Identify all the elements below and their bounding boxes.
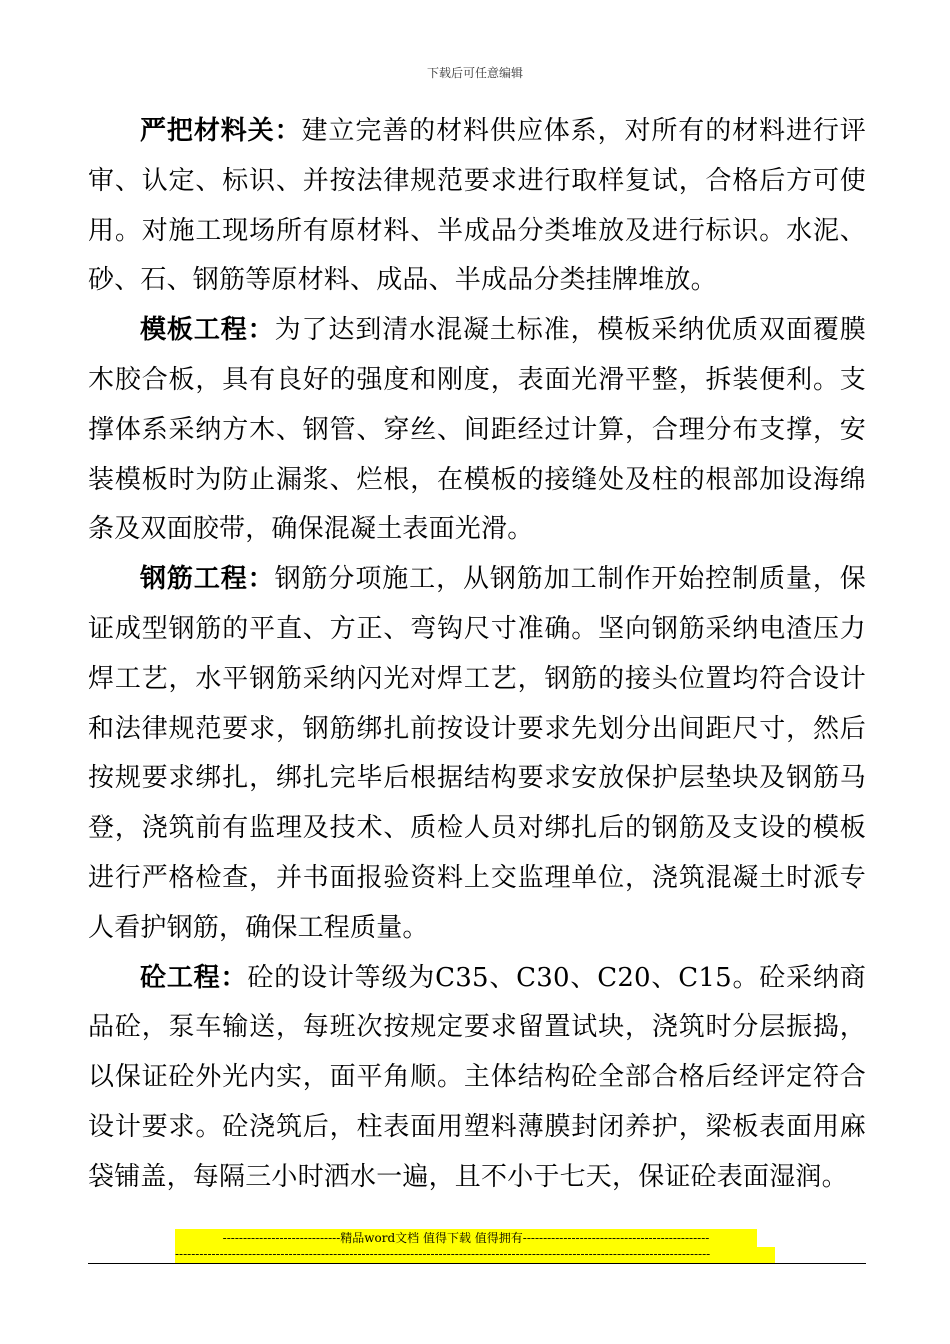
paragraph-formwork	[88, 306, 866, 555]
paragraph-rebar	[88, 555, 866, 953]
footer-dash-line: ------------------------------------------------------------------------------------------------------------------------------------	[175, 1247, 775, 1263]
paragraph-text: 砼的设计等级为C35、C30、C20、C15。砼采纳商品砼，泵车输送，每班次按规定要求留置试块，浇筑时分层振捣，以保证砼外光内实，面平角顺。主体结构砼全部合格后经评定符合设计要求。砼浇筑后，柱表面用塑料薄膜封闭养护，梁板表面用麻袋铺盖，每隔三小时洒水一遍，且不小于七天，保证砼表面湿润。	[88, 962, 866, 1192]
footer-rule	[88, 1263, 866, 1264]
page-header: 下载后可任意编辑	[426, 66, 523, 80]
paragraph-text: 建立完善的材料供应体系，对所有的材料进行评审、认定、标识、并按法律规范要求进行取样复试，合格后方可使用。对施工现场所有原材料、半成品分类堆放及进行标识。水泥、砂、石、钢筋等原材料、成品、半成品分类挂牌堆放。	[88, 116, 867, 296]
paragraph-term: 模板工程：	[140, 315, 275, 346]
paragraph-term: 钢筋工程：	[140, 564, 275, 595]
paragraph-term: 严把材料关：	[140, 116, 302, 146]
paragraph-materials	[88, 107, 866, 306]
footer-banner: -----------------------------精品word文档 值得下载 值得拥有----------------------------------------------	[175, 1229, 757, 1247]
document-body	[88, 107, 866, 1203]
paragraph-term: 砼工程：	[140, 962, 248, 993]
paragraph-text: 钢筋分项施工，从钢筋加工制作开始控制质量，保证成型钢筋的平直、方正、弯钩尺寸准确。坚向钢筋采纳电渣压力焊工艺，水平钢筋采纳闪光对焊工艺，钢筋的接头位置均符合设计和法律规范要求，钢筋绑扎前按设计要求先划分出间距尺寸，然后按规要求绑扎，绑扎完毕后根据结构要求安放保护层垫块及钢筋马登，浇筑前有监理及技术、质检人员对绑扎后的钢筋及支设的模板进行严格检查，并书面报验资料上交监理单位，浇筑混凝土时派专人看护钢筋，确保工程质量。	[88, 564, 866, 943]
paragraph-concrete	[88, 954, 866, 1203]
paragraph-text: 为了达到清水混凝土标准，模板采纳优质双面覆膜木胶合板，具有良好的强度和刚度，表面光滑平整，拆装便利。支撑体系采纳方木、钢管、穿丝、间距经过计算，合理分布支撑，安装模板时为防止漏浆、烂根，在模板的接缝处及柱的根部加设海绵条及双面胶带，确保混凝土表面光滑。	[88, 315, 866, 545]
